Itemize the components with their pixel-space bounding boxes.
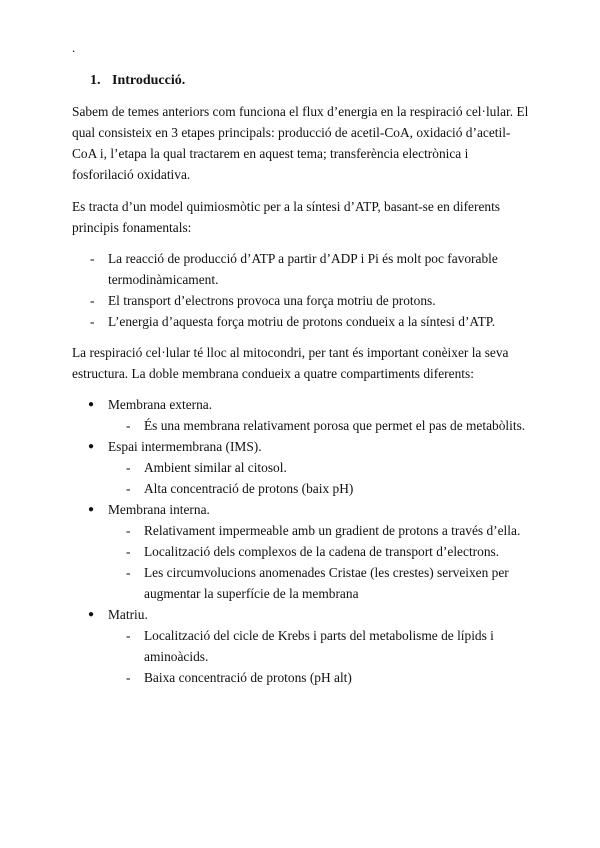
list-item: - Ambient similar al citosol. <box>108 457 542 478</box>
structure-paragraph: La respiració cel·lular té lloc al mitocondri, per tant és important conèixer la seva estructura. La doble membrana condueix a quatre compartiments diferents: <box>72 345 509 381</box>
heading-number: 1. <box>90 73 101 88</box>
compartment-details <box>108 625 542 688</box>
bullet-icon: ● <box>88 441 95 452</box>
principles-list <box>72 248 542 332</box>
compartments-list <box>72 394 542 688</box>
compartment-details <box>108 520 542 604</box>
section-heading <box>90 72 185 90</box>
compartment-details <box>108 457 542 499</box>
list-item: - La reacció de producció d’ATP a partir d’ADP i Pi és molt poc favorable termodinàmicament. <box>72 248 542 290</box>
compartment-outer-membrane <box>72 394 542 436</box>
compartment-name: Matriu. <box>108 607 148 622</box>
bullet-icon: ● <box>88 399 95 410</box>
compartment-name: Membrana interna. <box>108 502 210 517</box>
list-item: - El transport d’electrons provoca una força motriu de protons. <box>72 290 542 311</box>
list-item: - Localització del cicle de Krebs i parts del metabolisme de lípids i aminoàcids. <box>108 625 542 667</box>
model-paragraph: Es tracta d’un model quimiosmòtic per a la síntesi d’ATP, basant-se en diferents principis fonamentals: <box>72 199 501 235</box>
list-item: - Les circumvolucions anomenades Cristae (les crestes) serveixen per augmentar la superfície de la membrana <box>108 562 542 604</box>
list-item: - Alta concentració de protons (baix pH) <box>108 478 542 499</box>
compartment-details <box>108 415 542 436</box>
bullet-icon: ● <box>88 504 95 515</box>
list-item: - És una membrana relativament porosa que permet el pas de metabòlits. <box>108 415 542 436</box>
compartment-name: Membrana externa. <box>108 397 213 412</box>
heading-title: Introducció. <box>112 73 186 88</box>
compartment-name: Espai intermembrana (IMS). <box>108 439 262 454</box>
compartment-matrix <box>72 604 542 688</box>
list-item: - Localització dels complexos de la cadena de transport d’electrons. <box>108 541 542 562</box>
compartment-inner-membrane <box>72 499 542 604</box>
stray-dot: . <box>72 40 76 55</box>
list-item: - Baixa concentració de protons (pH alt) <box>108 667 542 688</box>
list-item: - Relativament impermeable amb un gradient de protons a través d’ella. <box>108 520 542 541</box>
list-item: - L’energia d’aquesta força motriu de protons condueix a la síntesi d’ATP. <box>72 311 542 332</box>
intro-paragraph: Sabem de temes anteriors com funciona el flux d’energia en la respiració cel·lular. El qual consisteix en 3 etapes principals: producció de acetil-CoA, oxidació d’acetil-CoA i, l’etapa la qual tractarem en aquest tema; transferència electrònica i fosforilació oxidativa. <box>72 104 529 182</box>
compartment-intermembrane-space <box>72 436 542 499</box>
bullet-icon: ● <box>88 609 95 620</box>
